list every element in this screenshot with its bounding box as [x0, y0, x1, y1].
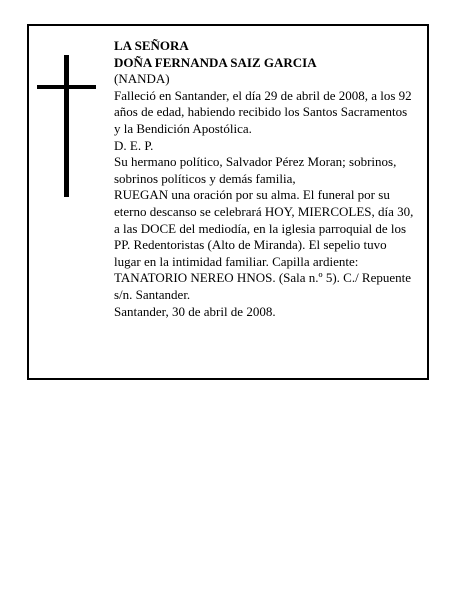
obituary-text: [114, 38, 416, 320]
notice-title: LA SEÑORA: [114, 38, 189, 53]
cross-horizontal-bar: [37, 85, 96, 89]
death-statement: Falleció en Santander, el día 29 de abril de 2008, a los 92 años de edad, habiendo recibido los Santos Sacramentos y la Bendición Apostólica.: [114, 87, 412, 136]
deceased-nickname: (NANDA): [114, 71, 170, 87]
funeral-request: RUEGAN una oración por su alma. El funeral por su eterno descanso se celebrará HOY, MIERCOLES, día 30, a las DOCE del mediodía, en la iglesia parroquial de los PP. Redentoristas (Alto de Miranda). El sepelio tuvo lugar en la intimidad familiar. Capilla ardiente: TANATORIO NEREO HNOS. (Sala n.º 5). C./ Repuente s/n. Santander.: [114, 187, 414, 302]
family-members: Su hermano político, Salvador Pérez Moran; sobrinos, sobrinos políticos y demás familia,: [114, 154, 397, 186]
place-date: Santander, 30 de abril de 2008.: [114, 303, 276, 319]
deceased-name: DOÑA FERNANDA SAIZ GARCIA: [114, 54, 317, 70]
rip-text: D. E. P.: [114, 137, 154, 153]
cross-vertical-bar: [64, 55, 69, 197]
